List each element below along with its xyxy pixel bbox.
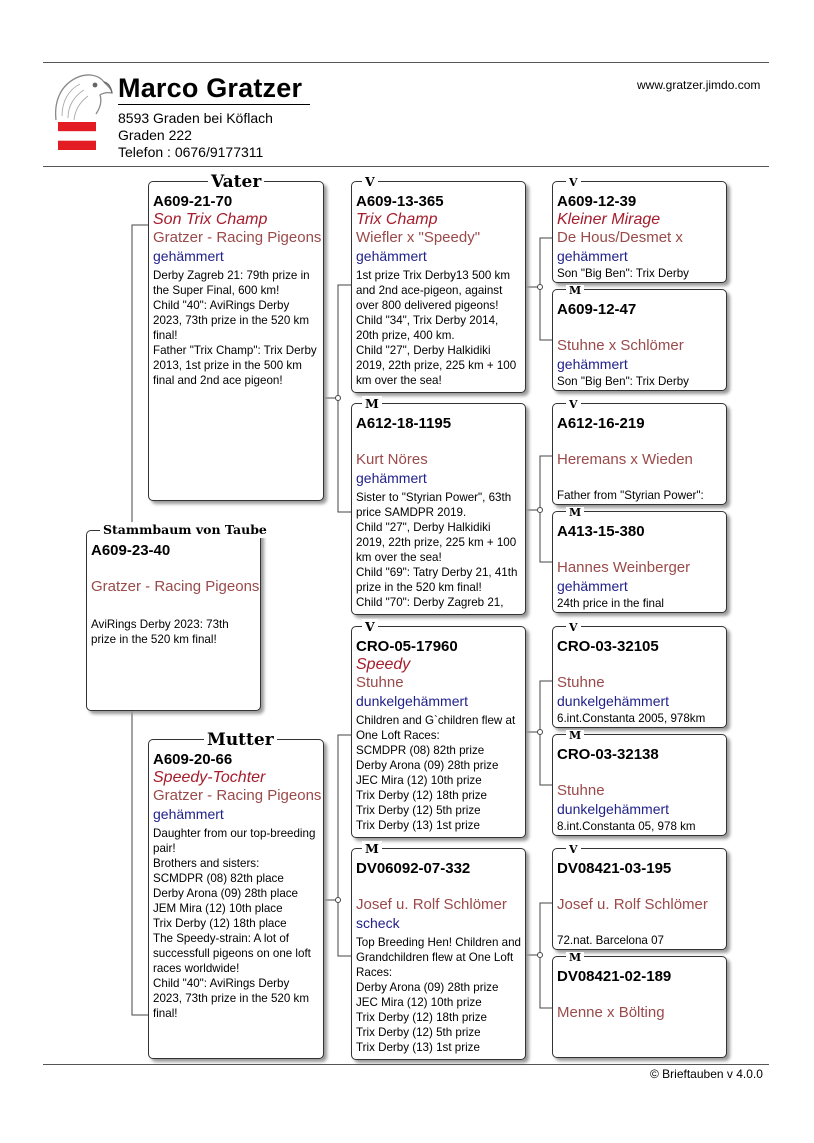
fm-tab-label: M	[362, 396, 382, 412]
breeder: Josef u. Rolf Schlömer	[557, 896, 708, 913]
pigeon-name	[356, 878, 521, 896]
ancestor-fmm-card[interactable]	[552, 511, 727, 613]
achievements: Son "Big Ben": Trix Derby	[557, 375, 689, 388]
ancestor-mfm-card[interactable]	[552, 734, 727, 836]
mother-tab-label: Mutter	[204, 732, 277, 748]
ancestor-mmm-card[interactable]	[552, 956, 727, 1058]
fmm-tab-label: M	[566, 507, 584, 518]
feather-color: dunkelgehämmert	[557, 693, 670, 709]
achievements: Top Breeding Hen! Children and Grandchildren flew at One Loft Races: Derby Arona (09) 28th prize JEC Mira (12) 10th prize Trix Derby (12) 18th prize Trix Derby (12) 5th prize Trix Derby (13) 1st prize	[356, 936, 521, 1054]
ring-number: CRO-05-17960	[356, 638, 458, 655]
achievements: 72.nat. Barcelona 07	[557, 934, 664, 947]
ring-number: A609-23-40	[91, 542, 171, 559]
ancestor-mmf-card[interactable]	[552, 848, 727, 950]
breeder: Stuhne	[356, 674, 404, 691]
feather-color: dunkelgehämmert	[356, 693, 469, 709]
phone-number: Telefon : 0676/9177311	[118, 144, 264, 160]
achievements: Father from "Styrian Power":	[557, 489, 704, 502]
ring-number: A609-12-47	[557, 301, 637, 318]
achievements: 24th price in the final	[557, 597, 664, 610]
breeder: Josef u. Rolf Schlömer	[356, 896, 507, 913]
feather-color: gehämmert	[356, 248, 427, 264]
ring-number: A413-15-380	[557, 523, 645, 540]
pigeon-name	[356, 433, 521, 451]
feather-color: gehämmert	[557, 356, 628, 372]
pigeon-name	[557, 764, 722, 782]
feather-color: dunkelgehämmert	[557, 801, 670, 817]
ring-number: A609-12-39	[557, 193, 637, 210]
achievements: Daughter from our top-breeding pair! Brothers and sisters: SCMDPR (08) 82th place Derby Arona (09) 28th place JEM Mira (12) 10th place Trix Derby (12) 18th place The Speedy-strain: A lot of successfull pigeons on one loft races worldwide! Child "40": AviRings Derby 2023, 73th prize in the 520 km final!	[153, 827, 316, 1020]
breeder: Stuhne	[557, 674, 605, 691]
breeder: Gratzer - Racing Pigeons	[153, 229, 322, 246]
breeder: Stuhne x Schlömer	[557, 337, 684, 354]
ring-number: A609-20-66	[153, 751, 233, 768]
pigeon-name	[557, 541, 722, 559]
mm-tab-label: M	[362, 841, 382, 857]
ring-number: A612-18-1195	[356, 415, 452, 432]
feather-color: scheck	[356, 915, 400, 931]
breeder: Hannes Weinberger	[557, 559, 691, 576]
feather-color: gehämmert	[557, 578, 628, 594]
pigeon-name	[557, 656, 722, 674]
ancestor-mff-card[interactable]	[552, 626, 727, 728]
mmf-tab-label: V	[566, 844, 581, 855]
feather-color: gehämmert	[153, 248, 224, 264]
grandfather-paternal-card[interactable]	[351, 181, 526, 393]
website-link[interactable]: www.gratzer.jimdo.com	[637, 78, 761, 92]
ring-number: DV08421-02-189	[557, 968, 672, 985]
feather-color: gehämmert	[153, 806, 224, 822]
feather-color	[91, 596, 256, 614]
feather-color: gehämmert	[356, 470, 427, 486]
fmf-tab-label: V	[566, 399, 581, 410]
father-card[interactable]	[148, 181, 324, 501]
breeder: De Hous/Desmet x	[557, 229, 683, 246]
pigeon-name: Kleiner Mirage	[557, 211, 661, 228]
ring-number: A612-16-219	[557, 415, 645, 432]
ancestor-ffm-card[interactable]	[552, 289, 727, 391]
mother-card[interactable]	[148, 739, 324, 1059]
feather-color	[557, 469, 722, 487]
ring-number: CRO-03-32138	[557, 746, 659, 763]
mff-tab-label: V	[566, 622, 581, 633]
pigeon-name	[557, 433, 722, 451]
address-line-1: 8593 Graden bei Köflach	[118, 110, 273, 126]
breeder: Kurt Nöres	[356, 451, 428, 468]
feather-color	[557, 1022, 722, 1040]
breeder: Heremans x Wieden	[557, 451, 693, 468]
breeder-name: Marco Gratzer	[118, 73, 303, 103]
fff-tab-label: V	[566, 177, 581, 188]
pigeon-name	[557, 986, 722, 1004]
grandmother-maternal-card[interactable]	[351, 848, 526, 1060]
achievements: Children and G`children flew at One Loft Races: SCMDPR (08) 82th prize Derby Arona (09) 28th prize JEC Mira (12) 10th prize Trix Derby (12) 18th prize Trix Derby (12) 5th prize Trix Derby (13) 1st prize	[356, 714, 516, 832]
achievements: 1st prize Trix Derby13 500 km and 2nd ace-pigeon, against over 800 delivered pigeons! Child "34", Trix Derby 2014, 20th prize, 400 km. Child "27", Derby Halkidiki 2019, 22th prize, 225 km + 100 km over the sea!	[356, 269, 517, 387]
pigeon-name: Speedy-Tochter	[153, 769, 266, 786]
grandmother-paternal-card[interactable]	[351, 403, 526, 615]
pigeon-name: Son Trix Champ	[153, 211, 268, 228]
breeder: Stuhne	[557, 782, 605, 799]
breeder: Gratzer - Racing Pigeons	[91, 578, 260, 595]
mfm-tab-label: M	[566, 730, 584, 741]
ring-number: CRO-03-32105	[557, 638, 659, 655]
father-tab-label: Vater	[208, 174, 264, 190]
pigeon-name	[91, 560, 256, 578]
achievements: Derby Zagreb 21: 79th prize in the Super Final, 600 km! Child "40": AviRings Derby 2023, 73th prize in the 520 km final! Father "Trix Champ": Trix Derby 2013, 1st prize in the 500 km final and 2nd ace pigeon!	[153, 269, 317, 387]
pigeon-name	[557, 878, 722, 896]
achievements: AviRings Derby 2023: 73th prize in the 520 km final!	[91, 618, 229, 646]
ring-number: DV08421-03-195	[557, 860, 672, 877]
breeder: Menne x Bölting	[557, 1004, 665, 1021]
ring-number: DV06092-07-332	[356, 860, 471, 877]
ring-number: A609-13-365	[356, 193, 444, 210]
breeder: Wiefler x "Speedy"	[356, 229, 481, 246]
pigeon-name: Trix Champ	[356, 211, 438, 228]
ff-tab-label: V	[362, 174, 378, 190]
achievements: 8.int.Constanta 05, 978 km	[557, 820, 696, 833]
ring-number: A609-21-70	[153, 193, 233, 210]
feather-color	[557, 914, 722, 932]
mmm-tab-label: M	[566, 952, 584, 963]
achievements: 6.int.Constanta 2005, 978km	[557, 712, 706, 725]
grandfather-maternal-card[interactable]	[351, 626, 526, 838]
ffm-tab-label: M	[566, 285, 584, 296]
achievements: Sister to "Styrian Power", 63th price SAMDPR 2019. Child "27", Derby Halkidiki 2019, 22th prize, 225 km + 100 km over the sea! Child "69": Tatry Derby 21, 41th prize in the 520 km final! Child "70": Derby Zagreb 21,	[356, 491, 518, 609]
ancestor-fmf-card[interactable]	[552, 403, 727, 505]
achievements: Son "Big Ben": Trix Derby	[557, 267, 689, 280]
subject-pigeon-card[interactable]	[86, 530, 261, 711]
subject-tab-label: Stammbaum von Taube	[100, 522, 270, 538]
ancestor-fff-card[interactable]	[552, 181, 727, 283]
footer-rule	[43, 1064, 769, 1065]
address-line-2: Graden 222	[118, 127, 192, 143]
pigeon-name	[557, 319, 722, 337]
copyright: © Brieftauben v 4.0.0	[650, 1067, 763, 1081]
mf-tab-label: V	[362, 619, 378, 635]
feather-color: gehämmert	[557, 248, 628, 264]
pigeon-name: Speedy	[356, 656, 411, 673]
breeder: Gratzer - Racing Pigeons	[153, 787, 322, 804]
